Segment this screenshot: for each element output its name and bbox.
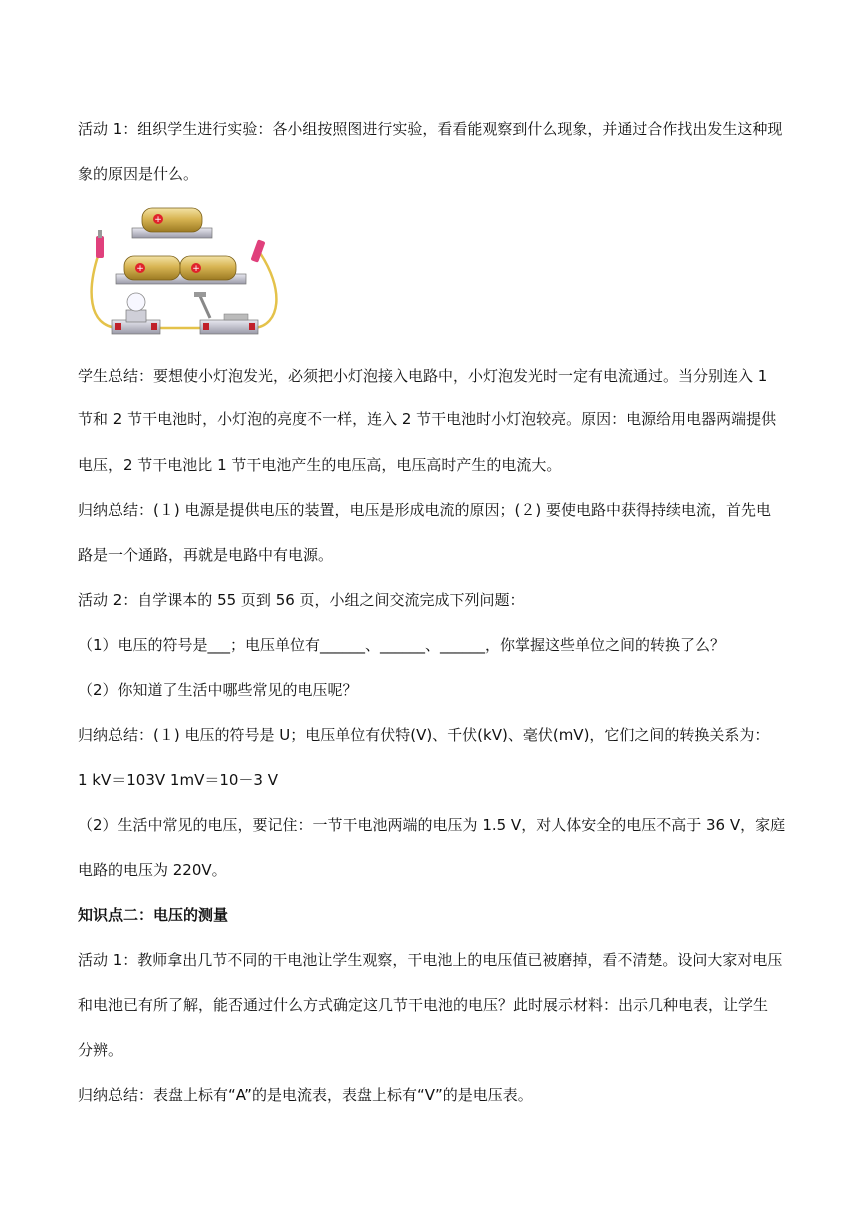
- switch: [194, 292, 258, 334]
- probe-left: [96, 230, 104, 258]
- question-1: （1）电压的符号是___；电压单位有______、______、______，你掌握这些单位之间的转换了么？: [78, 636, 726, 654]
- unit-conversion-formula: 1 kV＝103V 1mV＝10－3 V: [78, 771, 278, 789]
- summary1-line3: 电压，2 节干电池比 1 节干电池产生的电压高，电压高时产生的电流大。: [78, 456, 562, 474]
- activity3-line1: 活动 1：教师拿出几节不同的干电池让学生观察，干电池上的电压值已被磨掉，看不清楚。设问大家对电压: [78, 951, 783, 969]
- wire-left: [92, 250, 118, 328]
- svg-text:+: +: [154, 215, 162, 225]
- svg-text:+: +: [136, 264, 144, 274]
- top-battery: [132, 208, 212, 238]
- section-heading: 知识点二：电压的测量: [78, 906, 229, 924]
- activity1-line2: 象的原因是什么。: [78, 165, 199, 183]
- summary1-line1: 学生总结：要想使小灯泡发光，必须把小灯泡接入电路中，小灯泡发光时一定有电流通过。当分别连入 1: [78, 367, 768, 385]
- conclusion3-text: 归纳总结：表盘上标有“A”的是电流表，表盘上标有“V”的是电压表。: [78, 1086, 533, 1104]
- activity1-line1: 活动 1：组织学生进行实验：各小组按照图进行实验，看看能观察到什么现象，并通过合作找出发生这种现: [78, 120, 783, 138]
- conclusion1-line1: 归纳总结：(１) 电源是提供电压的装置，电压是形成电流的原因；(２) 要使电路中获得持续电流，首先电: [78, 501, 771, 519]
- circuit-illustration: [82, 200, 292, 342]
- activity2-text: 活动 2：自学课本的 55 页到 56 页，小组之间交流完成下列问题：: [78, 591, 525, 609]
- activity3-line2: 和电池已有所了解，能否通过什么方式确定这几节干电池的电压？此时展示材料：出示几种电表，让学生: [78, 996, 769, 1014]
- bulb-holder: [112, 293, 160, 334]
- circuit-figure: [82, 200, 292, 342]
- conclusion2-line1: 归纳总结：(１) 电压的符号是 U；电压单位有伏特(V)、千伏(kV)、毫伏(mV)，它们之间的转换关系为：: [78, 726, 770, 744]
- light-bulb-icon: [127, 293, 145, 311]
- conclusion2-item2-line1: （2）生活中常见的电压，要记住：一节干电池两端的电压为 1.5 V，对人体安全的电压不高于 36 V，家庭: [78, 816, 786, 834]
- summary1-line2: 节和 2 节干电池时，小灯泡的亮度不一样，连入 2 节干电池时小灯泡较亮。原因：电源给用电器两端提供: [78, 410, 777, 428]
- svg-text:+: +: [192, 264, 200, 274]
- question-2: （2）你知道了生活中哪些常见的电压呢？: [78, 681, 358, 699]
- double-battery: [116, 256, 246, 284]
- conclusion2-item2-line2: 电路的电压为 220V。: [78, 861, 227, 879]
- conclusion1-line2: 路是一个通路，再就是电路中有电源。: [78, 546, 334, 564]
- activity3-line3: 分辨。: [78, 1041, 124, 1059]
